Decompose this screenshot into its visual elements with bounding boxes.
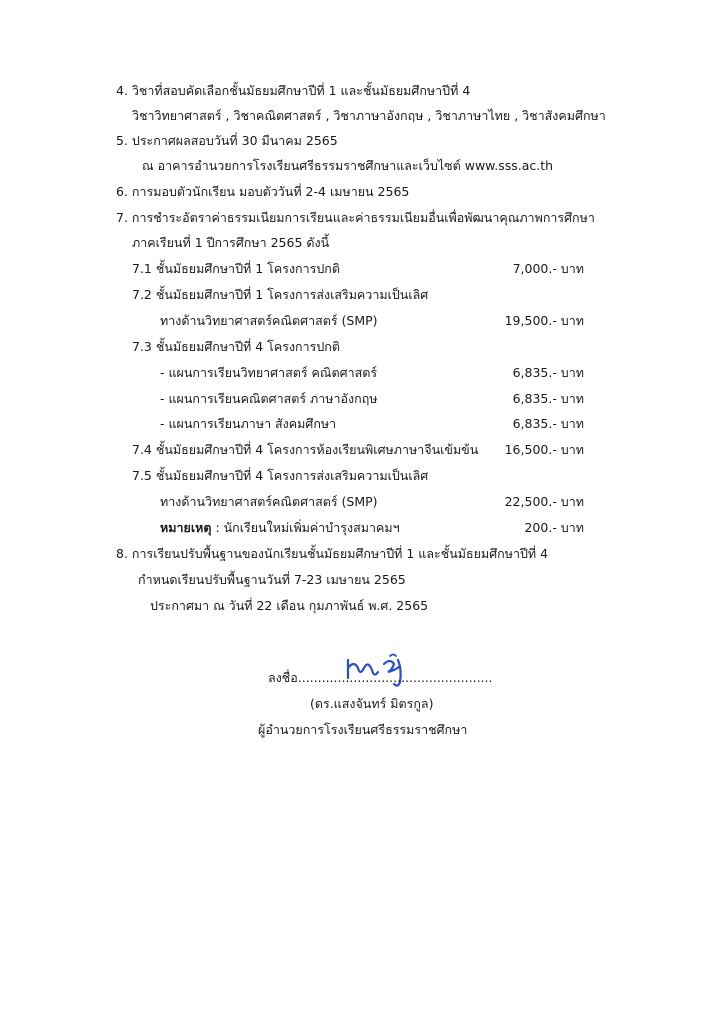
item-5-line-2: ณ อาคารอำนวยการโรงเรียนศรีธรรมราชศึกษาและเว็บไซต์ www.sss.ac.th	[142, 158, 554, 173]
fee-7-3-plan-3-amount: 6,835.- บาท	[512, 416, 584, 431]
note-heading: หมายเหตุ	[160, 520, 212, 535]
fee-7-2-label-2: ทางด้านวิทยาศาสตร์คณิตศาสตร์ (SMP)	[160, 313, 378, 328]
signature-dots: .................................................	[297, 670, 493, 685]
announcement-date: ประกาศมา ณ วันที่ 22 เดือน กุมภาพันธ์ พ.ศ. 2565	[150, 598, 429, 613]
signature-label: ลงชื่อ	[268, 670, 298, 685]
fee-7-1-amount: 7,000.- บาท	[512, 261, 584, 276]
item-5-line-1: 5. ประกาศผลสอบวันที่ 30 มีนาคม 2565	[116, 133, 338, 148]
fee-7-2-label: 7.2 ชั้นมัธยมศึกษาปีที่ 1 โครงการส่งเสริมความเป็นเลิศ	[132, 287, 429, 302]
fee-7-3-plan-1: - แผนการเรียนวิทยาศาสตร์ คณิตศาสตร์	[160, 365, 378, 380]
item-8-line-2: กำหนดเรียนปรับพื้นฐานวันที่ 7-23 เมษายน 2565	[138, 572, 406, 587]
fee-7-3-plan-3: - แผนการเรียนภาษา สังคมศึกษา	[160, 416, 337, 431]
signature-line	[268, 670, 492, 686]
fee-7-2-amount: 19,500.- บาท	[504, 313, 584, 328]
fee-7-1-label: 7.1 ชั้นมัธยมศึกษาปีที่ 1 โครงการปกติ	[132, 261, 340, 276]
fee-7-3-plan-2: - แผนการเรียนคณิตศาสตร์ ภาษาอังกฤษ	[160, 391, 378, 406]
fee-7-4-amount: 16,500.- บาท	[504, 442, 584, 457]
note-amount: 200.- บาท	[524, 520, 584, 535]
item-4-line-2: วิชาวิทยาศาสตร์ , วิชาคณิตศาสตร์ , วิชาภาษาอังกฤษ , วิชาภาษาไทย , วิชาสังคมศึกษา	[132, 108, 606, 123]
fee-7-4-label: 7.4 ชั้นมัธยมศึกษาปีที่ 4 โครงการห้องเรียนพิเศษภาษาจีนเข้มข้น	[132, 442, 479, 457]
item-7-line-2: ภาคเรียนที่ 1 ปีการศึกษา 2565 ดังนี้	[132, 235, 330, 250]
item-6-line: 6. การมอบตัวนักเรียน มอบตัววันที่ 2-4 เมษายน 2565	[116, 184, 410, 199]
note-text: : นักเรียนใหม่เพิ่มค่าบำรุงสมาคมฯ	[215, 520, 400, 535]
fee-7-3-plan-2-amount: 6,835.- บาท	[512, 391, 584, 406]
note-line	[160, 520, 400, 536]
item-4-line-1: 4. วิชาที่สอบคัดเลือกชั้นมัธยมศึกษาปีที่ 1 และชั้นมัธยมศึกษาปีที่ 4	[116, 83, 471, 98]
signer-position: ผู้อำนวยการโรงเรียนศรีธรรมราชศึกษา	[258, 722, 468, 737]
fee-7-3-plan-1-amount: 6,835.- บาท	[512, 365, 584, 380]
fee-7-5-label-2: ทางด้านวิทยาศาสตร์คณิตศาสตร์ (SMP)	[160, 494, 378, 509]
fee-7-5-amount: 22,500.- บาท	[504, 494, 584, 509]
signer-name: (ดร.แสงจันทร์ มิตรกูล)	[310, 696, 434, 711]
fee-7-3-label: 7.3 ชั้นมัธยมศึกษาปีที่ 4 โครงการปกติ	[132, 339, 340, 354]
item-8-line-1: 8. การเรียนปรับพื้นฐานของนักเรียนชั้นมัธยมศึกษาปีที่ 1 และชั้นมัธยมศึกษาปีที่ 4	[116, 546, 549, 561]
fee-7-5-label: 7.5 ชั้นมัธยมศึกษาปีที่ 4 โครงการส่งเสริมความเป็นเลิศ	[132, 468, 429, 483]
item-7-line-1: 7. การชำระอัตราค่าธรรมเนียมการเรียนและค่าธรรมเนียมอื่นเพื่อพัฒนาคุณภาพการศึกษา	[116, 210, 595, 225]
